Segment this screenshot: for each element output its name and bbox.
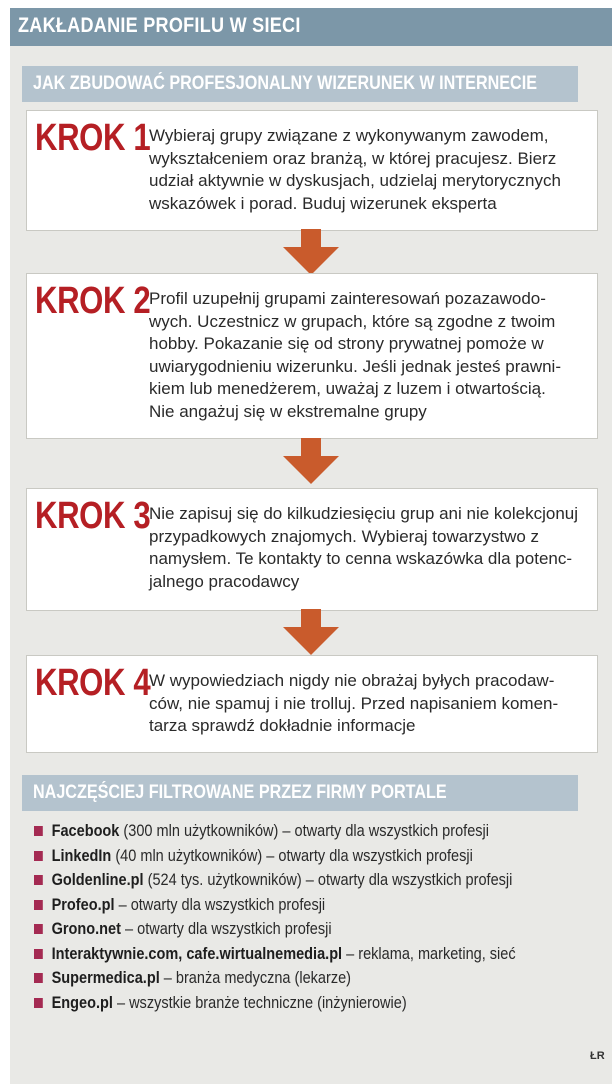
author-credit: ŁR — [590, 1050, 605, 1062]
portal-users: (524 tys. użytkowników) — [143, 871, 302, 889]
portal-description: otwarty dla wszystkich profesji — [294, 822, 490, 840]
dash-separator: – — [342, 944, 359, 963]
list-item — [34, 945, 527, 970]
square-bullet-icon — [34, 875, 43, 885]
down-arrow-icon — [283, 229, 339, 275]
list-item — [34, 994, 527, 1019]
list-item — [34, 920, 527, 945]
square-bullet-icon — [34, 998, 43, 1008]
down-arrow-icon — [283, 609, 339, 655]
dash-separator: – — [120, 920, 138, 938]
portal-description: wszystkie branże techniczne (inżynierowie) — [129, 993, 407, 1012]
list-item — [34, 822, 527, 847]
section-header-profile — [22, 66, 578, 102]
step-card-1 — [26, 110, 598, 231]
portal-users: (40 mln użytkowników) — [111, 846, 263, 865]
step-text: Wybieraj grupy związane z wykonywanym zawodem, wykształceniem oraz branżą, w której pracujesz. Bierz udział aktywnie w dyskusjach, udzielaj merytorycznych wskazówek i porad. Buduj wizerunek eksperta — [149, 126, 561, 213]
portal-list — [34, 822, 594, 1018]
dash-separator: – — [301, 871, 318, 889]
portal-name: LinkedIn — [51, 846, 112, 865]
dash-separator: – — [262, 846, 279, 865]
step-label: KROK 1 — [35, 117, 151, 159]
portal-name: Grono.net — [51, 920, 121, 938]
portal-description: otwarty dla wszystkich profesji — [278, 846, 473, 865]
section-header-profile-label: JAK ZBUDOWAĆ PROFESJONALNY WIZERUNEK W INTERNECIE — [33, 73, 537, 94]
square-bullet-icon — [34, 973, 43, 983]
dash-separator: – — [278, 822, 295, 840]
step-label: KROK 4 — [35, 662, 151, 704]
page-title: ZAKŁADANIE PROFILU W SIECI — [18, 14, 301, 37]
step-label: KROK 3 — [35, 495, 151, 537]
portal-name: Interaktywnie.com, cafe.wirtualnemedia.pl — [51, 944, 343, 963]
step-card-4 — [26, 655, 598, 753]
list-item — [34, 969, 527, 994]
list-item — [34, 896, 527, 921]
step-text: W wypowiedziach nigdy nie obrażaj byłych pracodaw- ców, nie spamuj i nie trolluj. Przed napisaniem komen- tarza sprawdź dokładnie informacje — [149, 671, 559, 735]
section-header-portals — [22, 775, 578, 811]
portal-description: branża medyczna (lekarze) — [175, 969, 352, 987]
step-text: Nie zapisuj się do kilkudziesięciu grup ani nie kolekcjonuj przypadkowych znajomych. Wybieraj towarzystwo z namysłem. Te kontakty to cenna wskazówka dla potenc- jalnego pracodawcy — [149, 504, 579, 591]
dash-separator: – — [112, 993, 130, 1012]
step-text: Profil uzupełnij grupami zainteresowań pozazawodo- wych. Uczestnicz w grupach, które są zgodne z twoim hobby. Pokazanie się od strony prywatnej pomoże w uwiarygodnieniu wizerunku. Jeśli jednak jesteś prawni- kiem lub menedżerem, uważaj z luzem i otwartością. Nie angażuj się w ekstremalne grupy — [149, 289, 561, 421]
square-bullet-icon — [34, 924, 43, 934]
portal-description: otwarty dla wszystkich profesji — [137, 920, 332, 938]
portal-description: otwarty dla wszystkich profesji — [317, 871, 513, 889]
square-bullet-icon — [34, 851, 43, 861]
portal-name: Profeo.pl — [51, 895, 115, 914]
title-bar — [10, 8, 612, 46]
list-item — [34, 871, 527, 896]
portal-description: otwarty dla wszystkich profesji — [130, 895, 326, 914]
portal-description: reklama, marketing, sieć — [358, 944, 516, 963]
step-card-2 — [26, 273, 598, 439]
portal-name: Engeo.pl — [51, 993, 113, 1012]
section-header-portals-label: NAJCZĘŚCIEJ FILTROWANE PRZEZ FIRMY PORTALE — [33, 782, 447, 803]
list-item — [34, 847, 527, 872]
portal-name: Goldenline.pl — [51, 871, 144, 889]
down-arrow-icon — [283, 438, 339, 484]
portal-name: Facebook — [51, 822, 120, 840]
square-bullet-icon — [34, 900, 43, 910]
square-bullet-icon — [34, 949, 43, 959]
step-label: KROK 2 — [35, 280, 151, 322]
portal-name: Supermedica.pl — [51, 969, 160, 987]
portal-users: (300 mln użytkowników) — [119, 822, 279, 840]
dash-separator: – — [159, 969, 176, 987]
dash-separator: – — [114, 895, 131, 914]
step-card-3 — [26, 488, 598, 611]
square-bullet-icon — [34, 826, 43, 836]
